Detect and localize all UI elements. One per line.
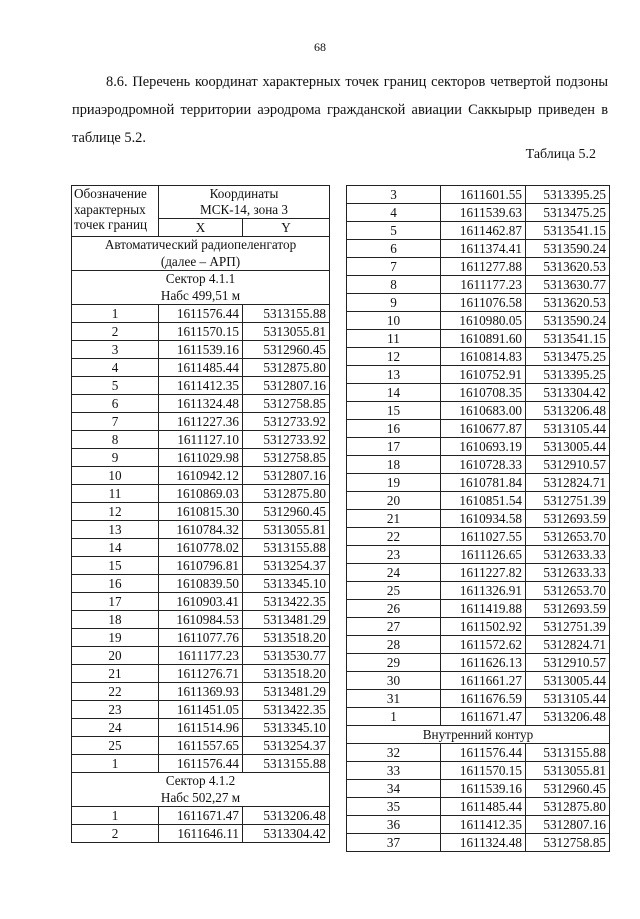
y-coordinate: 5312875.80 [526, 798, 610, 816]
y-coordinate: 5313422.35 [243, 701, 330, 719]
x-coordinate: 1611570.15 [159, 323, 243, 341]
sector-4-1-2-heading-row [72, 773, 330, 807]
table-row [72, 683, 330, 701]
point-number: 4 [347, 204, 441, 222]
point-number: 21 [72, 665, 159, 683]
x-coordinate: 1611277.88 [441, 258, 526, 276]
point-number: 9 [347, 294, 441, 312]
y-coordinate: 5313206.48 [243, 807, 330, 825]
point-number: 36 [347, 816, 441, 834]
point-number: 28 [347, 636, 441, 654]
x-coordinate: 1611227.82 [441, 564, 526, 582]
x-coordinate: 1611539.16 [159, 341, 243, 359]
point-number: 15 [72, 557, 159, 575]
x-coordinate: 1611485.44 [159, 359, 243, 377]
table-row [347, 312, 610, 330]
point-number: 12 [72, 503, 159, 521]
table-row [347, 330, 610, 348]
point-number: 20 [347, 492, 441, 510]
x-coordinate: 1610984.53 [159, 611, 243, 629]
y-coordinate: 5312633.33 [526, 546, 610, 564]
table-row [347, 276, 610, 294]
y-coordinate: 5312653.70 [526, 582, 610, 600]
table-row [72, 377, 330, 395]
point-number: 4 [72, 359, 159, 377]
point-number: 5 [347, 222, 441, 240]
table-row [72, 467, 330, 485]
x-coordinate: 1611676.59 [441, 690, 526, 708]
table-row [347, 348, 610, 366]
x-coordinate: 1611576.44 [159, 755, 243, 773]
point-number: 1 [72, 305, 159, 323]
point-number: 31 [347, 690, 441, 708]
y-coordinate: 5313481.29 [243, 683, 330, 701]
table-row [72, 629, 330, 647]
y-coordinate: 5312807.16 [243, 467, 330, 485]
table-row [347, 582, 610, 600]
point-number: 23 [347, 546, 441, 564]
y-coordinate: 5312960.45 [243, 503, 330, 521]
y-coordinate: 5313345.10 [243, 575, 330, 593]
point-number: 24 [72, 719, 159, 737]
x-coordinate: 1610781.84 [441, 474, 526, 492]
x-coordinate: 1610815.30 [159, 503, 243, 521]
y-coordinate: 5313395.25 [526, 366, 610, 384]
y-coordinate: 5312824.71 [526, 636, 610, 654]
point-number: 16 [347, 420, 441, 438]
point-number: 22 [72, 683, 159, 701]
x-coordinate: 1611324.48 [441, 834, 526, 852]
x-coordinate: 1611077.76 [159, 629, 243, 647]
point-number: 22 [347, 528, 441, 546]
y-coordinate: 5312807.16 [526, 816, 610, 834]
x-coordinate: 1611646.11 [159, 825, 243, 843]
x-coordinate: 1611177.23 [441, 276, 526, 294]
point-number: 37 [347, 834, 441, 852]
y-coordinate: 5313005.44 [526, 438, 610, 456]
table-row [347, 798, 610, 816]
table-row [72, 807, 330, 825]
table-row [72, 341, 330, 359]
x-coordinate: 1611419.88 [441, 600, 526, 618]
y-coordinate: 5313155.88 [243, 539, 330, 557]
table-row [347, 294, 610, 312]
table-row [72, 413, 330, 431]
point-number: 14 [347, 384, 441, 402]
table-row [72, 449, 330, 467]
table-row [72, 647, 330, 665]
y-coordinate: 5312875.80 [243, 485, 330, 503]
table-row [72, 611, 330, 629]
table-row [347, 510, 610, 528]
x-coordinate: 1610784.32 [159, 521, 243, 539]
table-row [347, 546, 610, 564]
y-coordinate: 5313518.20 [243, 629, 330, 647]
point-number: 10 [72, 467, 159, 485]
table-caption: Таблица 5.2 [525, 147, 596, 162]
table-row [72, 521, 330, 539]
x-coordinate: 1610891.60 [441, 330, 526, 348]
table-row [347, 762, 610, 780]
point-number: 8 [347, 276, 441, 294]
x-coordinate: 1610942.12 [159, 467, 243, 485]
x-coordinate: 1610839.50 [159, 575, 243, 593]
x-coordinate: 1611126.65 [441, 546, 526, 564]
x-coordinate: 1611539.16 [441, 780, 526, 798]
point-number: 6 [72, 395, 159, 413]
point-number: 14 [72, 539, 159, 557]
table-row [347, 672, 610, 690]
table-row [347, 438, 610, 456]
x-coordinate: 1610851.54 [441, 492, 526, 510]
y-coordinate: 5312751.39 [526, 492, 610, 510]
table-row [347, 456, 610, 474]
y-coordinate: 5312758.85 [526, 834, 610, 852]
point-number: 7 [72, 413, 159, 431]
y-header: Y [243, 219, 330, 237]
table-row [72, 701, 330, 719]
table-row [347, 708, 610, 726]
x-coordinate: 1611661.27 [441, 672, 526, 690]
y-coordinate: 5313304.42 [243, 825, 330, 843]
x-coordinate: 1611671.47 [441, 708, 526, 726]
x-coordinate: 1611369.93 [159, 683, 243, 701]
point-number: 12 [347, 348, 441, 366]
y-coordinate: 5313630.77 [526, 276, 610, 294]
table-row [347, 384, 610, 402]
x-coordinate: 1611572.62 [441, 636, 526, 654]
y-coordinate: 5313055.81 [243, 323, 330, 341]
point-number: 3 [72, 341, 159, 359]
y-coordinate: 5313254.37 [243, 557, 330, 575]
y-coordinate: 5313541.15 [526, 222, 610, 240]
point-number: 26 [347, 600, 441, 618]
x-coordinate: 1610752.91 [441, 366, 526, 384]
table-row [347, 420, 610, 438]
x-coordinate: 1611177.23 [159, 647, 243, 665]
point-number: 7 [347, 258, 441, 276]
y-coordinate: 5313155.88 [243, 755, 330, 773]
point-number: 16 [72, 575, 159, 593]
x-coordinate: 1611601.55 [441, 186, 526, 204]
x-coordinate: 1611412.35 [441, 816, 526, 834]
x-coordinate: 1610934.58 [441, 510, 526, 528]
page-number: 68 [314, 40, 326, 54]
x-coordinate: 1610980.05 [441, 312, 526, 330]
y-coordinate: 5313155.88 [243, 305, 330, 323]
y-coordinate: 5313475.25 [526, 348, 610, 366]
x-coordinate: 1610903.41 [159, 593, 243, 611]
y-coordinate: 5312875.80 [243, 359, 330, 377]
table-row [347, 834, 610, 852]
table-row [72, 557, 330, 575]
y-coordinate: 5313105.44 [526, 690, 610, 708]
point-number: 23 [72, 701, 159, 719]
x-coordinate: 1611374.41 [441, 240, 526, 258]
y-coordinate: 5313055.81 [526, 762, 610, 780]
point-number: 24 [347, 564, 441, 582]
table-row [347, 636, 610, 654]
table-row [347, 564, 610, 582]
y-coordinate: 5313105.44 [526, 420, 610, 438]
table-row [72, 395, 330, 413]
table-row [347, 204, 610, 222]
y-coordinate: 5312807.16 [243, 377, 330, 395]
table-row [347, 240, 610, 258]
table-row [347, 258, 610, 276]
point-number: 6 [347, 240, 441, 258]
x-coordinate: 1611626.13 [441, 654, 526, 672]
table-row [72, 737, 330, 755]
table-row [72, 359, 330, 377]
y-coordinate: 5313206.48 [526, 402, 610, 420]
table-row [347, 528, 610, 546]
table-row [347, 366, 610, 384]
x-coordinate: 1610693.19 [441, 438, 526, 456]
point-number: 17 [72, 593, 159, 611]
y-coordinate: 5313620.53 [526, 294, 610, 312]
x-coordinate: 1611514.96 [159, 719, 243, 737]
x-coordinate: 1611412.35 [159, 377, 243, 395]
arp-heading: Автоматический радиопеленгатор (далее – АРП) [72, 237, 330, 271]
table-row [347, 816, 610, 834]
point-number: 21 [347, 510, 441, 528]
point-number: 19 [347, 474, 441, 492]
point-number: 19 [72, 629, 159, 647]
point-number: 3 [347, 186, 441, 204]
point-number: 25 [72, 737, 159, 755]
x-coordinate: 1611485.44 [441, 798, 526, 816]
table-row [347, 618, 610, 636]
point-number: 20 [72, 647, 159, 665]
y-coordinate: 5313206.48 [526, 708, 610, 726]
x-coordinate: 1611671.47 [159, 807, 243, 825]
designation-header: Обозначение характерных точек границ [72, 186, 159, 237]
x-coordinate: 1611324.48 [159, 395, 243, 413]
y-coordinate: 5313395.25 [526, 186, 610, 204]
table-row [347, 402, 610, 420]
point-number: 33 [347, 762, 441, 780]
y-coordinate: 5313254.37 [243, 737, 330, 755]
point-number: 18 [347, 456, 441, 474]
point-number: 27 [347, 618, 441, 636]
point-number: 11 [347, 330, 441, 348]
table-row [347, 474, 610, 492]
table-row [347, 186, 610, 204]
y-coordinate: 5312758.85 [243, 395, 330, 413]
table-row [347, 654, 610, 672]
y-coordinate: 5312910.57 [526, 456, 610, 474]
table-row [72, 593, 330, 611]
point-number: 34 [347, 780, 441, 798]
point-number: 15 [347, 402, 441, 420]
point-number: 11 [72, 485, 159, 503]
y-coordinate: 5313005.44 [526, 672, 610, 690]
table-row [347, 222, 610, 240]
y-coordinate: 5313475.25 [526, 204, 610, 222]
x-coordinate: 1611027.55 [441, 528, 526, 546]
table-row [347, 780, 610, 798]
y-coordinate: 5313530.77 [243, 647, 330, 665]
table-row [72, 323, 330, 341]
coordinates-header: Координаты МСК-14, зона 3 [159, 186, 330, 219]
y-coordinate: 5312693.59 [526, 510, 610, 528]
sector-4-1-1-heading: Сектор 4.1.1 Набс 499,51 м [72, 271, 330, 305]
table-row [72, 503, 330, 521]
table-row [72, 825, 330, 843]
x-coordinate: 1610708.35 [441, 384, 526, 402]
y-coordinate: 5313345.10 [243, 719, 330, 737]
table-row [72, 539, 330, 557]
intro-paragraph: 8.6. Перечень координат характерных точек границ секторов четвертой подзоны приаэродромной территории аэродрома гражданской авиации Саккырыр приведен в таблице 5.2. [72, 74, 608, 146]
table-row [72, 719, 330, 737]
y-coordinate: 5312758.85 [243, 449, 330, 467]
y-coordinate: 5312653.70 [526, 528, 610, 546]
x-coordinate: 1611576.44 [441, 744, 526, 762]
point-number: 9 [72, 449, 159, 467]
point-number: 32 [347, 744, 441, 762]
x-coordinate: 1611576.44 [159, 305, 243, 323]
y-coordinate: 5312910.57 [526, 654, 610, 672]
y-coordinate: 5312733.92 [243, 413, 330, 431]
x-coordinate: 1611029.98 [159, 449, 243, 467]
point-number: 13 [347, 366, 441, 384]
table-row [72, 305, 330, 323]
x-coordinate: 1611502.92 [441, 618, 526, 636]
coordinates-table-right [346, 185, 610, 852]
table-row [72, 755, 330, 773]
x-coordinate: 1611127.10 [159, 431, 243, 449]
y-coordinate: 5312824.71 [526, 474, 610, 492]
x-coordinate: 1610778.02 [159, 539, 243, 557]
point-number: 1 [72, 755, 159, 773]
point-number: 17 [347, 438, 441, 456]
table-row [72, 431, 330, 449]
y-coordinate: 5313590.24 [526, 240, 610, 258]
y-coordinate: 5313481.29 [243, 611, 330, 629]
y-coordinate: 5312633.33 [526, 564, 610, 582]
x-coordinate: 1610796.81 [159, 557, 243, 575]
coordinates-table-left [71, 185, 330, 843]
point-number: 8 [72, 431, 159, 449]
x-coordinate: 1610869.03 [159, 485, 243, 503]
point-number: 30 [347, 672, 441, 690]
y-coordinate: 5313422.35 [243, 593, 330, 611]
x-coordinate: 1610677.87 [441, 420, 526, 438]
point-number: 35 [347, 798, 441, 816]
point-number: 1 [347, 708, 441, 726]
table-row [347, 690, 610, 708]
point-number: 29 [347, 654, 441, 672]
table-row [347, 744, 610, 762]
sector-4-1-2-heading: Сектор 4.1.2 Набс 502,27 м [72, 773, 330, 807]
point-number: 25 [347, 582, 441, 600]
x-coordinate: 1611557.65 [159, 737, 243, 755]
y-coordinate: 5313620.53 [526, 258, 610, 276]
table-row [72, 665, 330, 683]
y-coordinate: 5313590.24 [526, 312, 610, 330]
x-coordinate: 1611451.05 [159, 701, 243, 719]
point-number: 2 [72, 825, 159, 843]
point-number: 13 [72, 521, 159, 539]
x-coordinate: 1611326.91 [441, 582, 526, 600]
point-number: 1 [72, 807, 159, 825]
x-coordinate: 1611227.36 [159, 413, 243, 431]
x-coordinate: 1610728.33 [441, 456, 526, 474]
y-coordinate: 5312960.45 [526, 780, 610, 798]
x-header: X [159, 219, 243, 237]
x-coordinate: 1610814.83 [441, 348, 526, 366]
y-coordinate: 5313055.81 [243, 521, 330, 539]
point-number: 2 [72, 323, 159, 341]
x-coordinate: 1611076.58 [441, 294, 526, 312]
x-coordinate: 1611276.71 [159, 665, 243, 683]
y-coordinate: 5313304.42 [526, 384, 610, 402]
x-coordinate: 1611539.63 [441, 204, 526, 222]
table-row [347, 600, 610, 618]
y-coordinate: 5313541.15 [526, 330, 610, 348]
point-number: 18 [72, 611, 159, 629]
table-row [72, 575, 330, 593]
y-coordinate: 5313518.20 [243, 665, 330, 683]
point-number: 10 [347, 312, 441, 330]
table-row [72, 485, 330, 503]
y-coordinate: 5313155.88 [526, 744, 610, 762]
table-row [347, 492, 610, 510]
x-coordinate: 1611570.15 [441, 762, 526, 780]
x-coordinate: 1611462.87 [441, 222, 526, 240]
y-coordinate: 5312733.92 [243, 431, 330, 449]
x-coordinate: 1610683.00 [441, 402, 526, 420]
y-coordinate: 5312960.45 [243, 341, 330, 359]
y-coordinate: 5312693.59 [526, 600, 610, 618]
inner-contour-heading: Внутренний контур [347, 726, 610, 744]
point-number: 5 [72, 377, 159, 395]
y-coordinate: 5312751.39 [526, 618, 610, 636]
